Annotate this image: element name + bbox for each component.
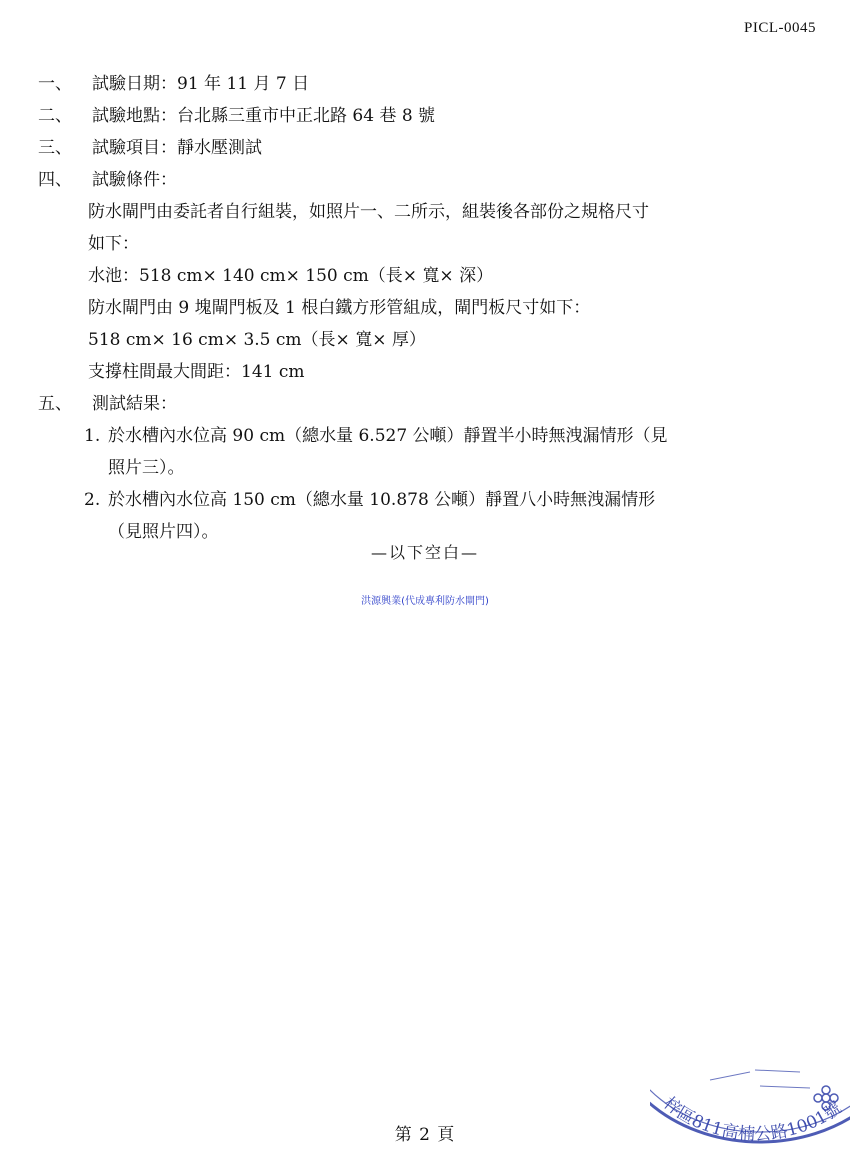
result-item: [38, 484, 828, 548]
section-text: 測試結果：: [92, 394, 177, 414]
condition-line: 防水閘門由 9 塊閘門板及 1 根白鐵方形管組成，閘門板尺寸如下：: [88, 298, 591, 318]
section-test-conditions: [38, 164, 828, 196]
section-text: 試驗地點：台北縣三重市中正北路 64 巷 8 號: [92, 106, 436, 126]
section-text: 試驗日期：91 年 11 月 7 日: [92, 74, 310, 94]
result-line: （見照片四）。: [108, 522, 219, 542]
result-line: 於水槽內水位高 90 cm（總水量 6.527 公噸）靜置半小時無洩漏情形（見: [108, 426, 668, 446]
result-number: 2.: [84, 490, 101, 510]
seal-text: 梓區811高楠公路1001號: [659, 1093, 846, 1145]
page-number: 第 2 頁: [394, 1125, 456, 1145]
section-number: 一、: [38, 74, 72, 94]
section-test-location: [38, 100, 828, 132]
result-text: [108, 484, 820, 548]
section-number: 二、: [38, 106, 72, 126]
result-text: [108, 420, 820, 484]
section-number: 五、: [38, 394, 72, 414]
official-seal-stamp: [650, 1042, 850, 1161]
result-number: 1.: [84, 426, 101, 446]
section-number: 四、: [38, 170, 72, 190]
result-line: 於水槽內水位高 150 cm（總水量 10.878 公噸）靜置八小時無洩漏情形: [108, 490, 656, 510]
seal-inner-lines: [710, 1070, 810, 1088]
end-of-content-marker: —以下空白—: [370, 543, 479, 562]
condition-line: 支撐柱間最大間距：141 cm: [88, 362, 305, 382]
condition-line: 518 cm× 16 cm× 3.5 cm（長× 寬× 厚）: [88, 330, 426, 350]
seal-graphic: [650, 1042, 850, 1161]
section-test-item: [38, 132, 828, 164]
condition-line: 水池：518 cm× 140 cm× 150 cm（長× 寬× 深）: [88, 266, 494, 286]
conditions-body: [38, 196, 818, 388]
section-test-results: [38, 388, 828, 420]
document-body: [38, 68, 828, 548]
condition-line: 如下：: [88, 234, 139, 254]
result-line: 照片三）。: [108, 458, 185, 478]
section-test-date: [38, 68, 828, 100]
section-number: 三、: [38, 138, 72, 158]
result-item: [38, 420, 828, 484]
section-text: 試驗項目：靜水壓測試: [92, 138, 262, 158]
company-watermark: 洪源興業(代成專利防水閘門): [361, 596, 489, 607]
document-id: PICL-0045: [744, 20, 816, 36]
section-text: 試驗條件：: [92, 170, 177, 190]
condition-line: 防水閘門由委託者自行組裝，如照片一、二所示，組裝後各部份之規格尺寸: [88, 202, 649, 222]
